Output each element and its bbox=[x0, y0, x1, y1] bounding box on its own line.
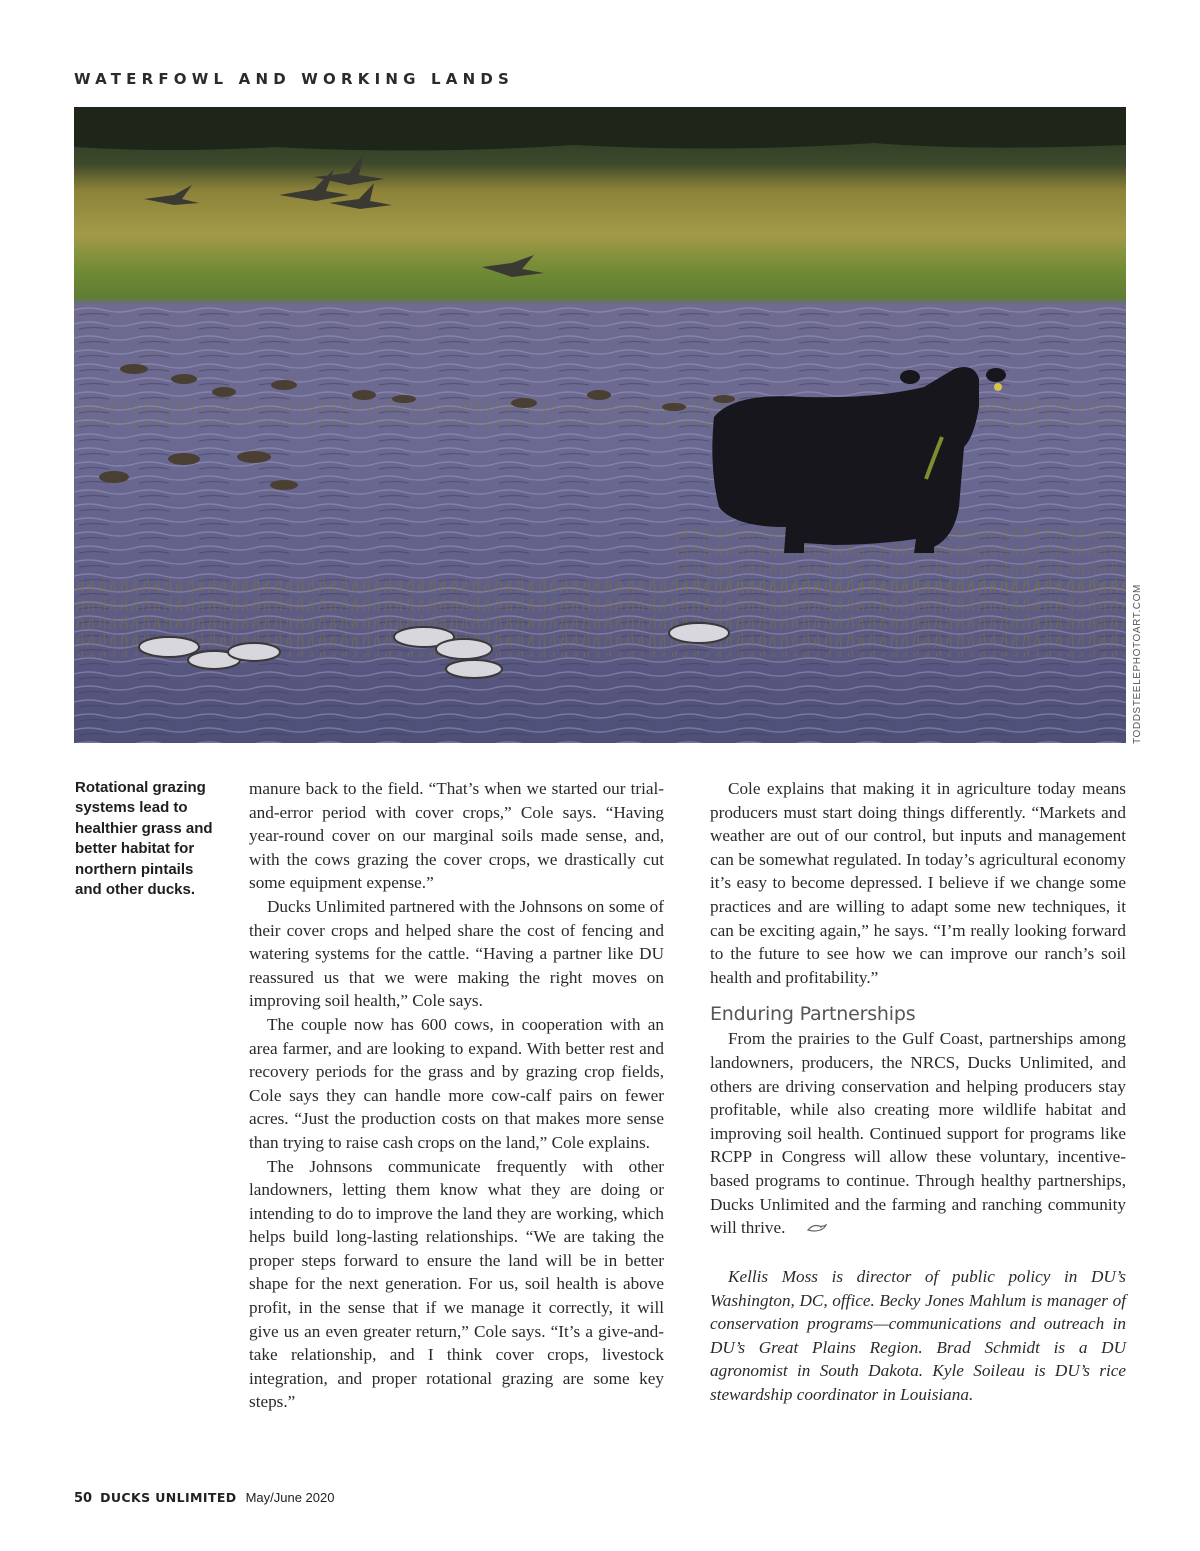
magazine-name: DUCKS UNLIMITED bbox=[100, 1490, 237, 1505]
article-column-right bbox=[710, 777, 1126, 1407]
paragraph: The couple now has 600 cows, in cooperation with an area farmer, and are looking to expand. With better rest and recovery periods for the grass and by grazing crop fields, Cole says they can handle more cow-calf pairs on fewer acres. “Just the production costs on that makes more sense than trying to raise cash crops on the land,” Cole explains. bbox=[249, 1014, 664, 1152]
page-number: 50 bbox=[74, 1491, 93, 1506]
paragraph bbox=[710, 1027, 1126, 1241]
page-footer bbox=[74, 1490, 334, 1506]
photo-caption: Rotational grazing systems lead to healthier grass and better habitat for northern pintails and other ducks. bbox=[75, 779, 213, 899]
issue-date: May/June 2020 bbox=[245, 1490, 335, 1505]
closing-text: From the prairies to the Gulf Coast, partnerships among landowners, producers, the NRCS, Ducks Unlimited, and others are driving conservation and helping producers stay profitable, while also creating more wildlife habitat and improving soil health. Continued support for programs like RCPP in Congress will allow these voluntary, incentive-based programs to continue. Through healthy partnerships, Ducks Unlimited and the farming and ranching community will thrive. bbox=[710, 1029, 1126, 1238]
section-header: WATERFOWL AND WORKING LANDS bbox=[74, 70, 515, 88]
duck-head-end-mark-icon bbox=[789, 1217, 827, 1241]
photo-credit: TODDSTEELEPHOTOART.COM bbox=[1132, 584, 1143, 744]
feature-photo bbox=[74, 107, 1126, 743]
paragraph: Cole explains that making it in agriculture today means producers must start doing things differently. “Markets and weather are out of our control, but inputs and management can be somewhat regulated. In today’s agricultural economy it’s easy to become depressed. I believe if we change some practices and are willing to adapt some new techniques, it can be exciting again,” he says. “I’m really looking forward to the future to see how we can improve our ranch’s soil health and profitability.” bbox=[710, 779, 1126, 987]
paragraph: manure back to the field. “That’s when we started our trial-and-error period with cover crops,” Cole says. “Having year-round cover on our marginal soils made sense, and, with the cows grazing the cover crops, we drastically cut some equipment expense.” bbox=[249, 779, 664, 893]
section-subhead: Enduring Partnerships bbox=[710, 1003, 916, 1026]
article-column-middle bbox=[249, 777, 664, 1414]
paragraph: The Johnsons communicate frequently with other landowners, letting them know what they are doing or intending to do to improve the land they are working, which helps build long-lasting relationships. “We are taking the proper steps forward to ensure the land will be in better shape for the next generation. For us, soil health is above profit, in the sense that if we manage it correctly, it will give us an even greater return,” Cole says. “It’s a give-and-take relationship, and I think cover crops, livestock integration, and proper rotational grazing are some key steps.” bbox=[249, 1156, 664, 1412]
paragraph: Ducks Unlimited partnered with the Johnsons on some of their cover crops and helped share the cost of fencing and watering systems for the cattle. “Having a partner like DU reassured us that we were making the right moves on improving soil health,” Cole says. bbox=[249, 896, 664, 1011]
author-bio: Kellis Moss is director of public policy in DU’s Washington, DC, office. Becky Jones Mahlum is manager of conservation programs—communications and outreach in DU’s Great Plains Region. Brad Schmidt is a DU agronomist in South Dakota. Kyle Soileau is DU’s rice stewardship coordinator in Louisiana. bbox=[710, 1266, 1126, 1404]
